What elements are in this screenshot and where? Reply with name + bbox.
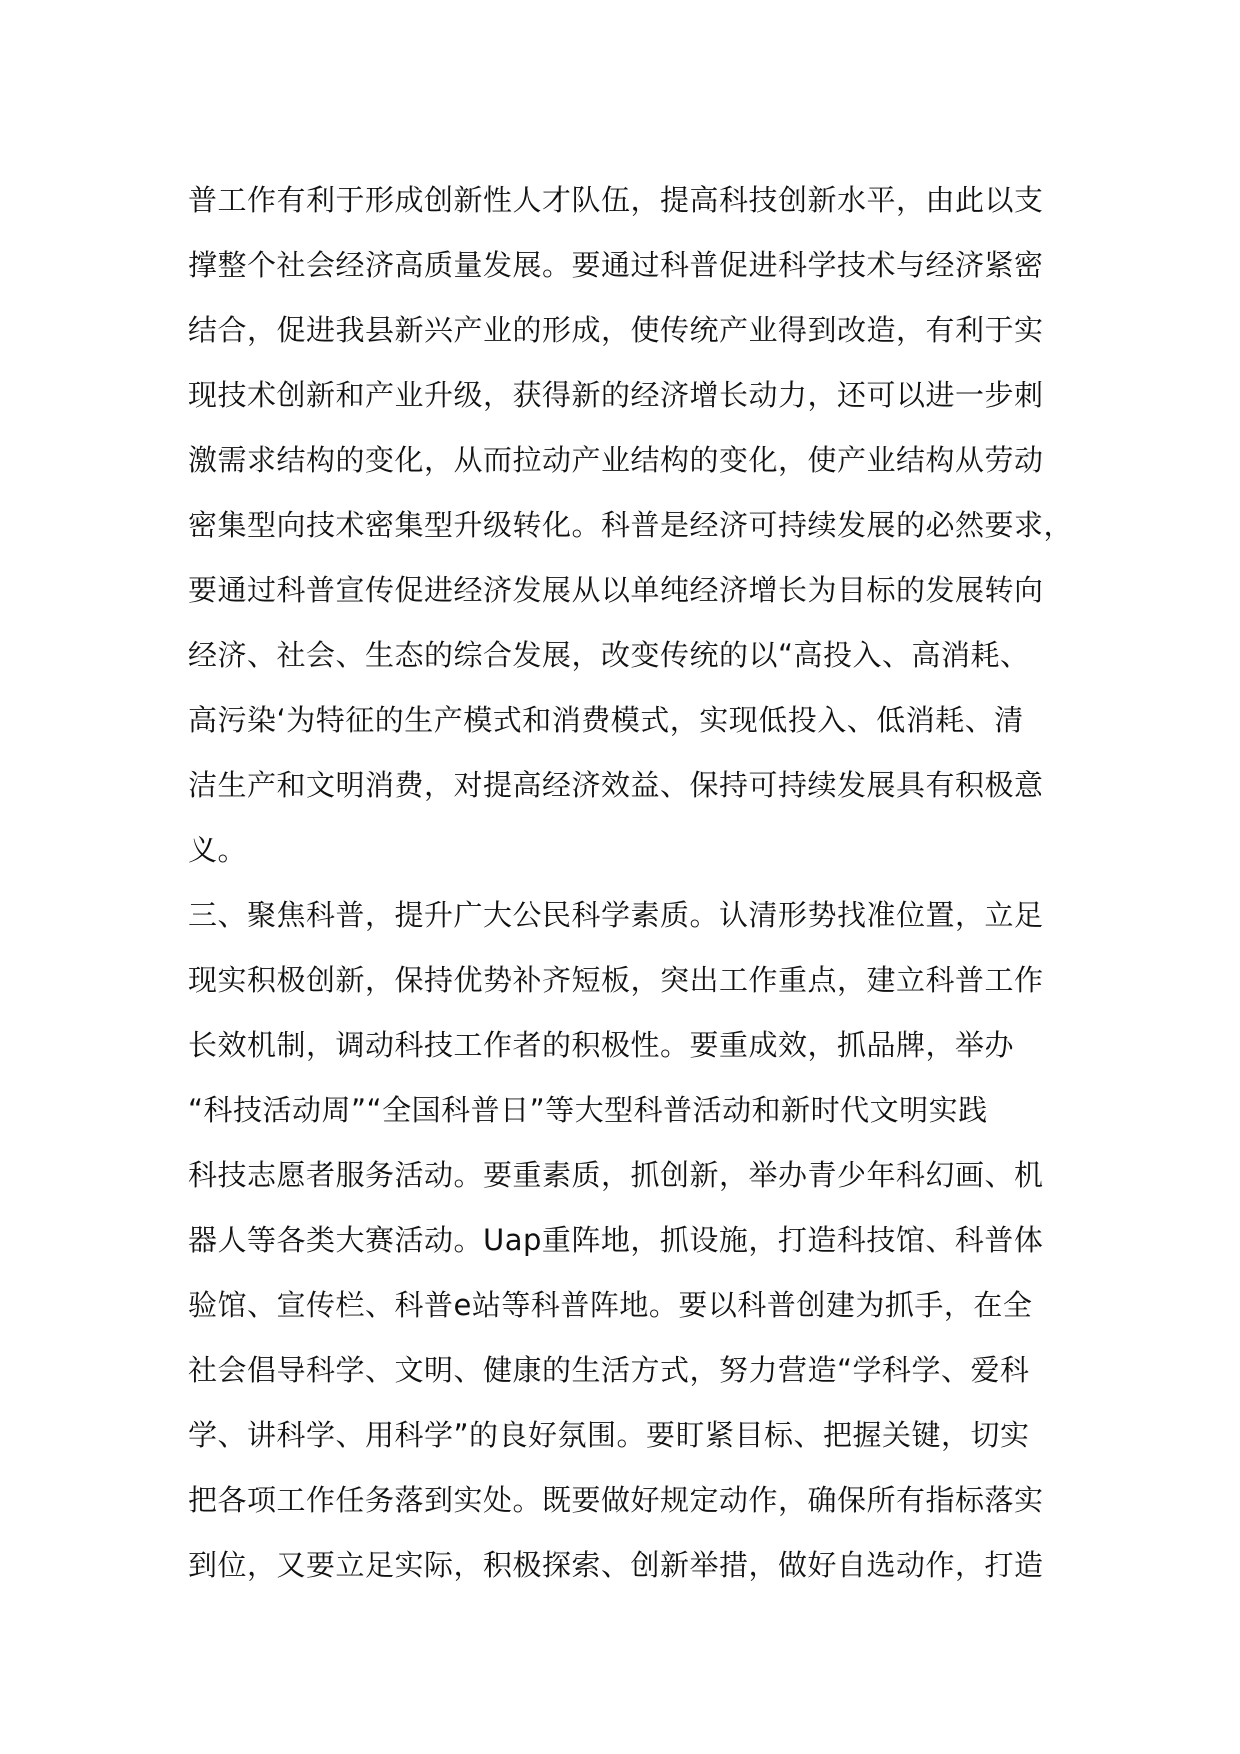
text-line: 器人等各类大赛活动。Uap重阵地，抓设施，打造科技馆、科普体 [188, 1223, 1044, 1257]
text-line: 洁生产和文明消费，对提高经济效益、保持可持续发展具有积极意 [188, 768, 1044, 802]
text-line: “科技活动周”“全国科普日”等大型科普活动和新时代文明实践 [188, 1093, 988, 1127]
text-line: 科技志愿者服务活动。要重素质，抓创新，举办青少年科幻画、机 [188, 1158, 1044, 1192]
text-line: 要通过科普宣传促进经济发展从以单纯经济增长为目标的发展转向 [188, 573, 1044, 607]
text-line: 长效机制，调动科技工作者的积极性。要重成效，抓品牌，举办 [188, 1028, 1015, 1062]
body-text [188, 168, 1088, 1598]
text-line: 到位，又要立足实际，积极探索、创新举措，做好自选动作，打造 [188, 1548, 1044, 1582]
text-line: 现实积极创新，保持优势补齐短板，突出工作重点，建立科普工作 [188, 963, 1044, 997]
text-line: 结合，促进我县新兴产业的形成，使传统产业得到改造，有利于实 [188, 313, 1044, 347]
text-line: 现技术创新和产业升级，获得新的经济增长动力，还可以进一步刺 [188, 378, 1044, 412]
text-line: 验馆、宣传栏、科普e站等科普阵地。要以科普创建为抓手，在全 [188, 1288, 1033, 1322]
section-heading-line: 三、聚焦科普，提升广大公民科学素质。认清形势找准位置，立足 [188, 898, 1044, 932]
text-line: 社会倡导科学、文明、健康的生活方式，努力营造“学科学、爱科 [188, 1353, 1030, 1387]
text-line: 激需求结构的变化，从而拉动产业结构的变化，使产业结构从劳动 [188, 443, 1044, 477]
text-line: 密集型向技术密集型升级转化。科普是经济可持续发展的必然要求， [188, 508, 1074, 542]
text-line: 经济、社会、生态的综合发展，改变传统的以“高投入、高消耗、 [188, 638, 1030, 672]
text-line: 学、讲科学、用科学”的良好氛围。要盯紧目标、把握关键，切实 [188, 1418, 1030, 1452]
text-line: 普工作有利于形成创新性人才队伍，提高科技创新水平，由此以支 [188, 183, 1044, 217]
text-line: 撑整个社会经济高质量发展。要通过科普促进科学技术与经济紧密 [188, 248, 1044, 282]
text-line: 把各项工作任务落到实处。既要做好规定动作，确保所有指标落实 [188, 1483, 1044, 1517]
text-line: 义。 [188, 833, 248, 867]
text-line: 高污染‘为特征的生产模式和消费模式，实现低投入、低消耗、清 [188, 703, 1024, 737]
